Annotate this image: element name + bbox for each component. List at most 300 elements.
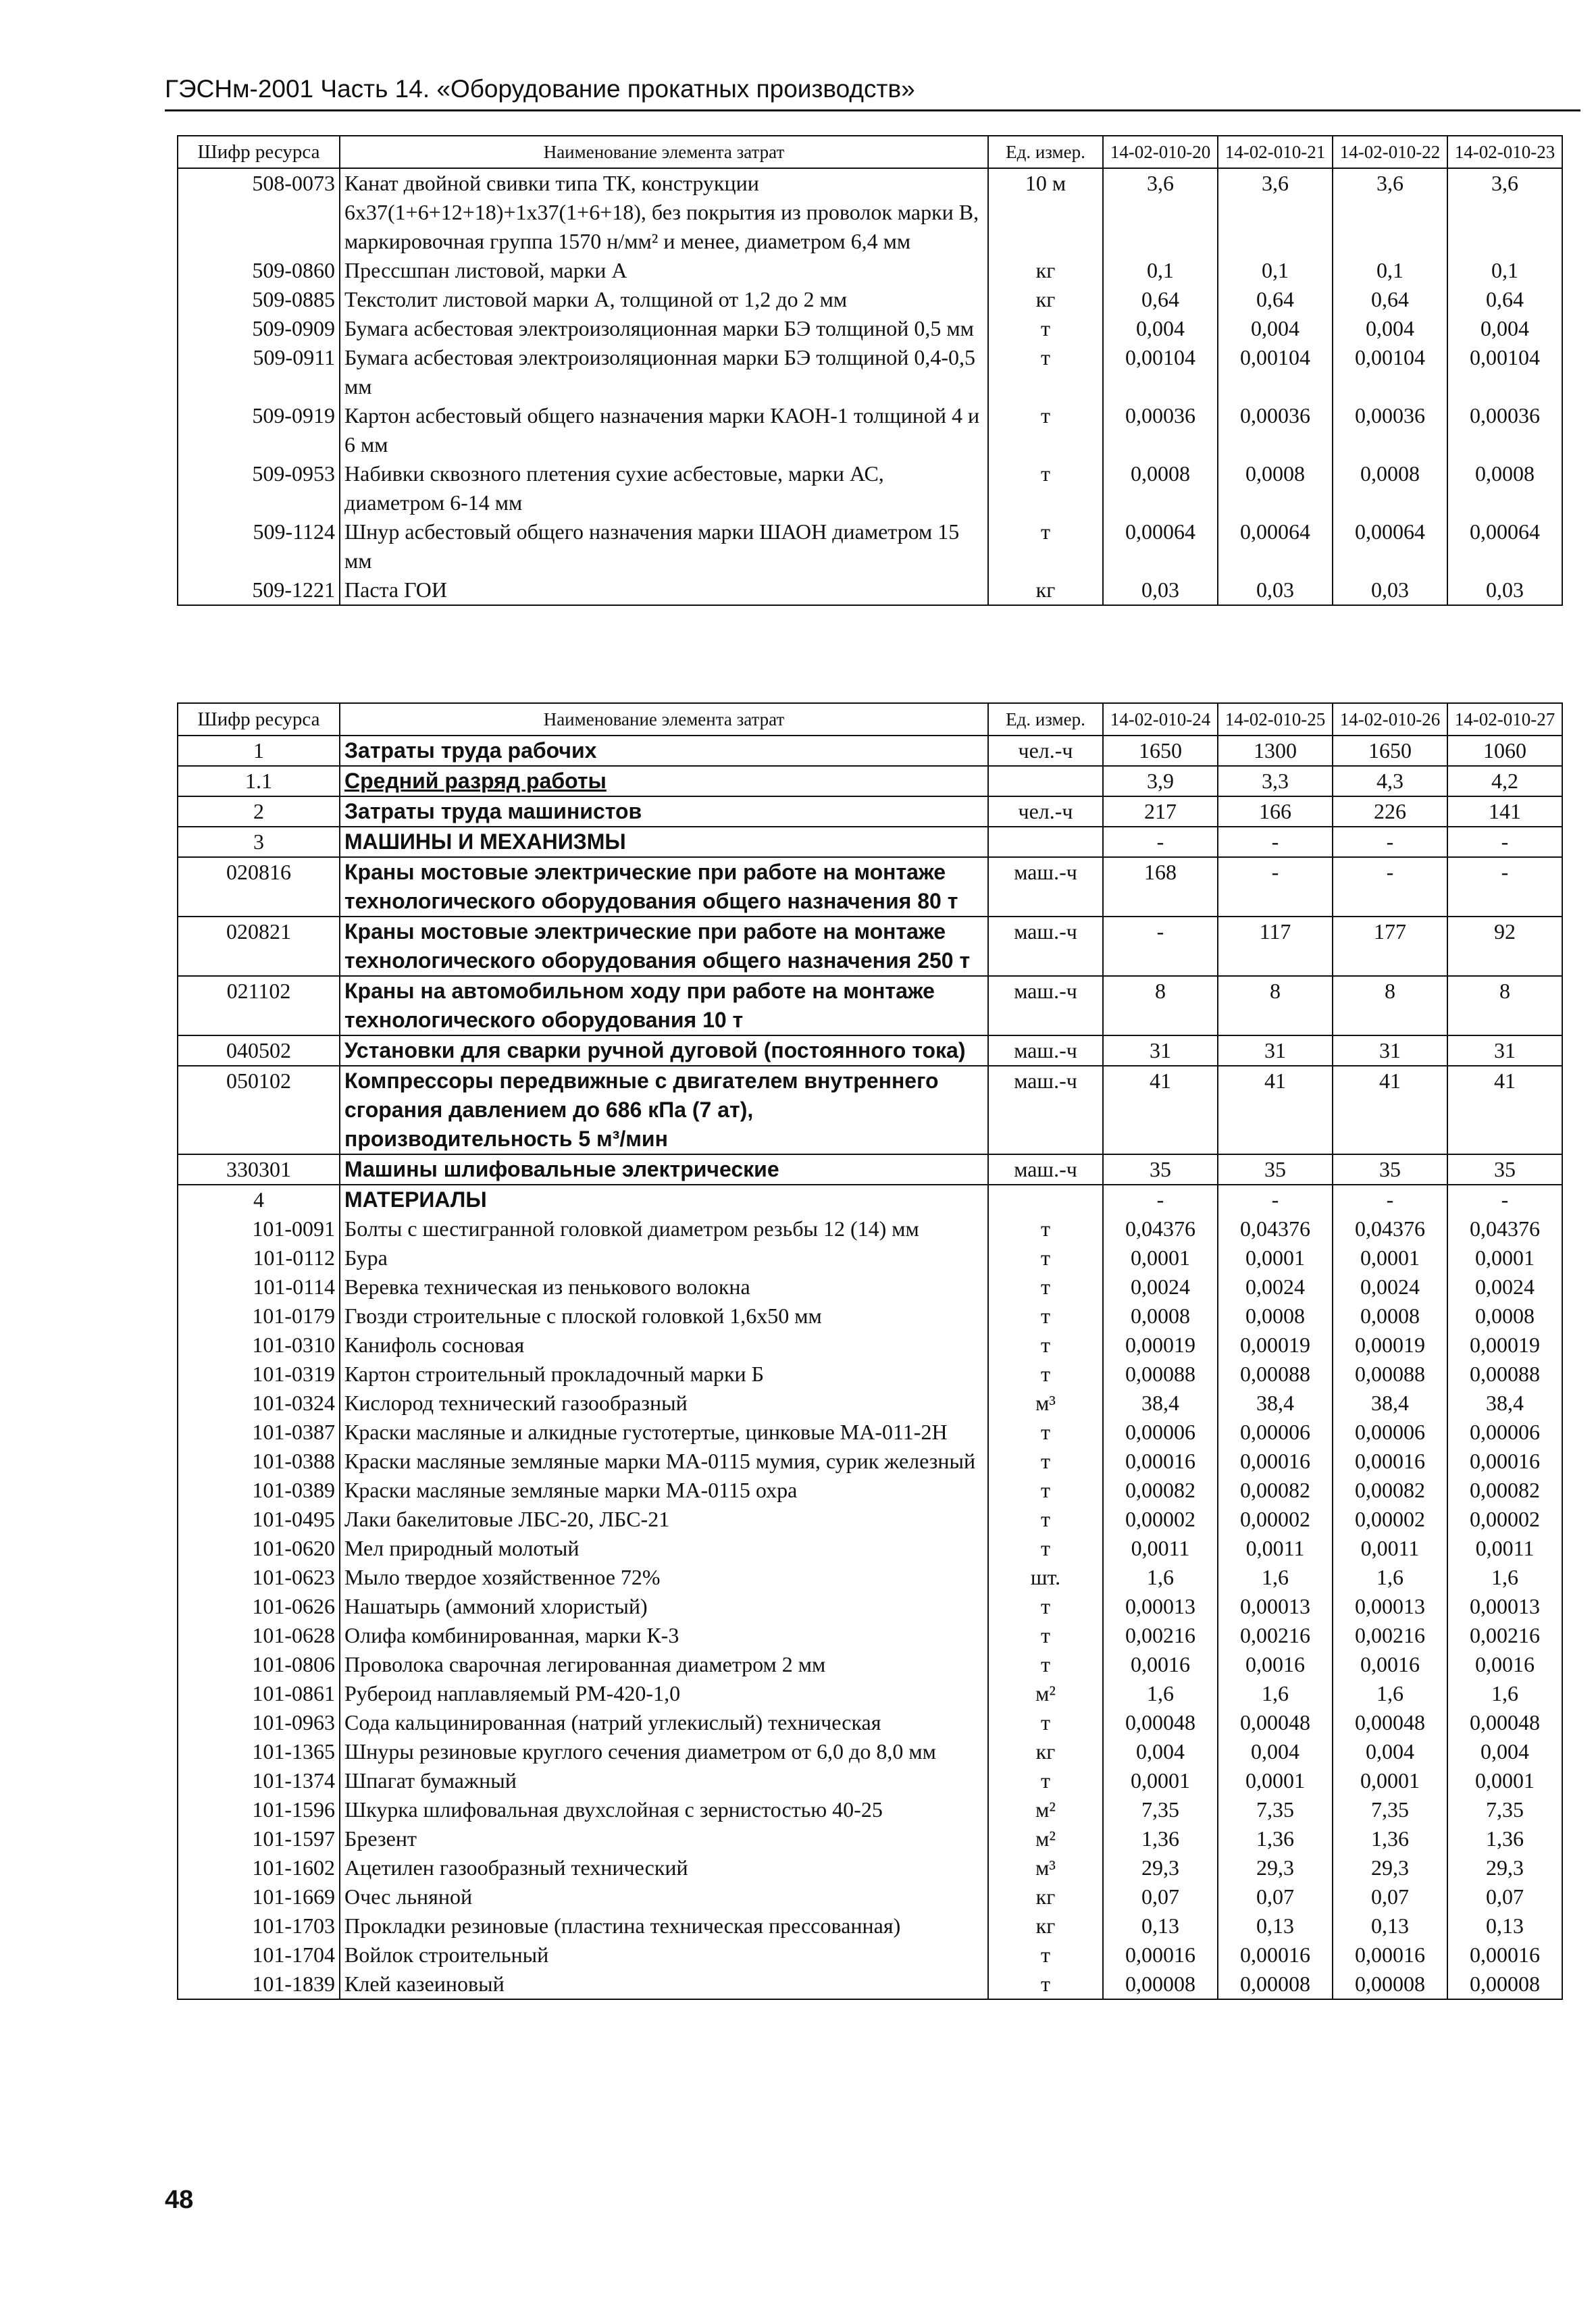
unit-of-measure: т xyxy=(988,1621,1103,1650)
resource-table-2 xyxy=(177,702,1563,2000)
resource-code: 101-0806 xyxy=(178,1650,340,1679)
header-col: 14-02-010-24 xyxy=(1103,703,1218,736)
resource-name: Бура xyxy=(340,1243,988,1272)
unit-of-measure: т xyxy=(988,1418,1103,1447)
resource-value: 1,6 xyxy=(1333,1563,1447,1592)
table-row xyxy=(178,1185,1562,1214)
resource-name: Мел природный молотый xyxy=(340,1534,988,1563)
resource-value: 3,3 xyxy=(1218,766,1333,796)
resource-value: 0,00019 xyxy=(1447,1331,1562,1360)
resource-name: Брезент xyxy=(340,1824,988,1853)
resource-code: 101-0963 xyxy=(178,1708,340,1737)
resource-code: 509-0919 xyxy=(178,401,340,459)
table-row xyxy=(178,1534,1562,1563)
header-name: Наименование элемента затрат xyxy=(340,703,988,736)
resource-value: 3,6 xyxy=(1103,168,1218,256)
resource-value: 0,00013 xyxy=(1218,1592,1333,1621)
resource-value: 0,00082 xyxy=(1103,1476,1218,1505)
resource-table-1 xyxy=(177,135,1563,606)
resource-value: 1,36 xyxy=(1447,1824,1562,1853)
unit-of-measure: чел.-ч xyxy=(988,736,1103,766)
resource-name: Паста ГОИ xyxy=(340,575,988,605)
unit-of-measure: м² xyxy=(988,1795,1103,1824)
resource-code: 101-0388 xyxy=(178,1447,340,1476)
header-col: 14-02-010-21 xyxy=(1218,136,1333,168)
resource-code: 020821 xyxy=(178,917,340,976)
resource-name: Гвозди строительные с плоской головкой 1,6х50 мм xyxy=(340,1302,988,1331)
resource-value: 0,00008 xyxy=(1333,1970,1447,1999)
resource-name: Сода кальцинированная (натрий углекислый) техническая xyxy=(340,1708,988,1737)
resource-value: 0,00088 xyxy=(1447,1360,1562,1389)
resource-name: Набивки сквозного плетения сухие асбестовые, марки АС, диаметром 6-14 мм xyxy=(340,459,988,517)
table-row xyxy=(178,736,1562,766)
unit-of-measure: т xyxy=(988,1650,1103,1679)
resource-value: 166 xyxy=(1218,796,1333,827)
table-row xyxy=(178,1418,1562,1447)
resource-value: 35 xyxy=(1218,1154,1333,1185)
header-code: Шифр ресурса xyxy=(178,703,340,736)
unit-of-measure: т xyxy=(988,1243,1103,1272)
resource-value: 0,04376 xyxy=(1103,1214,1218,1243)
resource-value: 3,9 xyxy=(1103,766,1218,796)
resource-code: 021102 xyxy=(178,976,340,1035)
resource-code: 101-0091 xyxy=(178,1214,340,1243)
resource-code: 101-0387 xyxy=(178,1418,340,1447)
resource-value: 4,3 xyxy=(1333,766,1447,796)
unit-of-measure: кг xyxy=(988,1911,1103,1940)
table-row xyxy=(178,1505,1562,1534)
resource-name: Лаки бакелитовые ЛБС-20, ЛБС-21 xyxy=(340,1505,988,1534)
resource-value: 0,00048 xyxy=(1218,1708,1333,1737)
resource-value: 0,00016 xyxy=(1218,1447,1333,1476)
resource-name: Краски масляные земляные марки МА-0115 охра xyxy=(340,1476,988,1505)
resource-name: Мыло твердое хозяйственное 72% xyxy=(340,1563,988,1592)
resource-code: 509-1221 xyxy=(178,575,340,605)
resource-value: 0,00006 xyxy=(1333,1418,1447,1447)
resource-value: 7,35 xyxy=(1103,1795,1218,1824)
unit-of-measure: кг xyxy=(988,1882,1103,1911)
resource-value: 0,00088 xyxy=(1103,1360,1218,1389)
unit-of-measure: т xyxy=(988,517,1103,575)
resource-value: 0,07 xyxy=(1333,1882,1447,1911)
resource-value: 0,07 xyxy=(1103,1882,1218,1911)
table-row xyxy=(178,1476,1562,1505)
resource-code: 101-1597 xyxy=(178,1824,340,1853)
resource-code: 101-0324 xyxy=(178,1389,340,1418)
resource-code: 509-0953 xyxy=(178,459,340,517)
resource-value: 0,00064 xyxy=(1103,517,1218,575)
resource-code: 101-1602 xyxy=(178,1853,340,1882)
unit-of-measure: шт. xyxy=(988,1563,1103,1592)
resource-value: 0,64 xyxy=(1218,285,1333,314)
resource-value: 0,00064 xyxy=(1218,517,1333,575)
resource-value: 0,00104 xyxy=(1218,343,1333,401)
resource-value: 0,00008 xyxy=(1447,1970,1562,1999)
resource-code: 040502 xyxy=(178,1035,340,1066)
resource-code: 509-0885 xyxy=(178,285,340,314)
unit-of-measure: м² xyxy=(988,1824,1103,1853)
resource-value: 0,00019 xyxy=(1333,1331,1447,1360)
unit-of-measure: т xyxy=(988,1447,1103,1476)
resource-value: 1,36 xyxy=(1218,1824,1333,1853)
resource-value: - xyxy=(1218,827,1333,857)
resource-value: 8 xyxy=(1218,976,1333,1035)
resource-value: 0,004 xyxy=(1333,314,1447,343)
resource-value: 8 xyxy=(1333,976,1447,1035)
resource-value: 0,00002 xyxy=(1447,1505,1562,1534)
resource-value: 0,0008 xyxy=(1447,459,1562,517)
resource-name: Прессшпан листовой, марки А xyxy=(340,256,988,285)
resource-value: 3,6 xyxy=(1218,168,1333,256)
resource-value: 0,0001 xyxy=(1447,1243,1562,1272)
table-row xyxy=(178,1592,1562,1621)
resource-value: 1,6 xyxy=(1218,1679,1333,1708)
resource-value: 0,64 xyxy=(1447,285,1562,314)
resource-value: 0,00016 xyxy=(1333,1447,1447,1476)
resource-name: Веревка техническая из пенькового волокна xyxy=(340,1272,988,1302)
table-row xyxy=(178,976,1562,1035)
resource-value: 0,0001 xyxy=(1103,1243,1218,1272)
resource-value: 0,00104 xyxy=(1447,343,1562,401)
resource-value: 0,00048 xyxy=(1103,1708,1218,1737)
resource-value: - xyxy=(1333,857,1447,917)
table-row xyxy=(178,1940,1562,1970)
resource-value: 0,1 xyxy=(1103,256,1218,285)
resource-value: 0,00048 xyxy=(1333,1708,1447,1737)
resource-code: 509-0860 xyxy=(178,256,340,285)
resource-value: 0,00016 xyxy=(1103,1447,1218,1476)
header-col: 14-02-010-25 xyxy=(1218,703,1333,736)
resource-value: 1650 xyxy=(1103,736,1218,766)
resource-value: - xyxy=(1333,1185,1447,1214)
unit-of-measure: т xyxy=(988,1302,1103,1331)
resource-code: 4 xyxy=(178,1185,340,1214)
resource-value: 29,3 xyxy=(1103,1853,1218,1882)
resource-code: 101-0310 xyxy=(178,1331,340,1360)
resource-value: 0,00082 xyxy=(1333,1476,1447,1505)
resource-value: 0,00216 xyxy=(1447,1621,1562,1650)
unit-of-measure: чел.-ч xyxy=(988,796,1103,827)
resource-value: 0,00088 xyxy=(1218,1360,1333,1389)
resource-name: Установки для сварки ручной дуговой (постоянного тока) xyxy=(340,1035,988,1066)
resource-value: 8 xyxy=(1447,976,1562,1035)
resource-value: 0,00019 xyxy=(1218,1331,1333,1360)
resource-name: Шнуры резиновые круглого сечения диаметром от 6,0 до 8,0 мм xyxy=(340,1737,988,1766)
unit-of-measure: маш.-ч xyxy=(988,1154,1103,1185)
table-row xyxy=(178,1360,1562,1389)
table-row xyxy=(178,1679,1562,1708)
resource-value: 1,6 xyxy=(1447,1563,1562,1592)
resource-value: 0,00002 xyxy=(1218,1505,1333,1534)
resource-code: 330301 xyxy=(178,1154,340,1185)
resource-name: Текстолит листовой марки А, толщиной от 1,2 до 2 мм xyxy=(340,285,988,314)
resource-value: 217 xyxy=(1103,796,1218,827)
table-row xyxy=(178,796,1562,827)
resource-code: 101-0623 xyxy=(178,1563,340,1592)
resource-code: 1.1 xyxy=(178,766,340,796)
resource-name: Нашатырь (аммоний хлористый) xyxy=(340,1592,988,1621)
header-col: 14-02-010-26 xyxy=(1333,703,1447,736)
resource-value: 0,004 xyxy=(1218,1737,1333,1766)
header-col: 14-02-010-20 xyxy=(1103,136,1218,168)
resource-value: 0,00016 xyxy=(1218,1940,1333,1970)
resource-code: 050102 xyxy=(178,1066,340,1154)
resource-value: 31 xyxy=(1218,1035,1333,1066)
resource-name: Рубероид наплавляемый РМ-420-1,0 xyxy=(340,1679,988,1708)
resource-name: Проволока сварочная легированная диаметром 2 мм xyxy=(340,1650,988,1679)
resource-value: 0,04376 xyxy=(1447,1214,1562,1243)
table-body xyxy=(178,736,1562,1999)
table-row xyxy=(178,1447,1562,1476)
resource-value: 3,6 xyxy=(1447,168,1562,256)
resource-value: 0,00006 xyxy=(1103,1418,1218,1447)
header-col: 14-02-010-22 xyxy=(1333,136,1447,168)
table-row xyxy=(178,1853,1562,1882)
resource-value: 35 xyxy=(1447,1154,1562,1185)
resource-value: 0,03 xyxy=(1103,575,1218,605)
resource-code: 101-0389 xyxy=(178,1476,340,1505)
resource-name: Олифа комбинированная, марки К-3 xyxy=(340,1621,988,1650)
resource-name: Канат двойной свивки типа ТК, конструкции 6х37(1+6+12+18)+1х37(1+6+18), без покрытия из проволок марки В, маркировочная группа 1570 н/мм² и менее, диаметром 6,4 мм xyxy=(340,168,988,256)
resource-value: 0,0024 xyxy=(1103,1272,1218,1302)
resource-name: Средний разряд работы xyxy=(340,766,988,796)
resource-value: 0,04376 xyxy=(1218,1214,1333,1243)
resource-value: 0,00216 xyxy=(1218,1621,1333,1650)
table-row xyxy=(178,1214,1562,1243)
resource-value: 0,00019 xyxy=(1103,1331,1218,1360)
resource-value: 0,0008 xyxy=(1333,1302,1447,1331)
table-row xyxy=(178,1243,1562,1272)
unit-of-measure: т xyxy=(988,1940,1103,1970)
resource-value: 0,004 xyxy=(1333,1737,1447,1766)
resource-value: 1650 xyxy=(1333,736,1447,766)
table-row xyxy=(178,459,1562,517)
unit-of-measure: м³ xyxy=(988,1853,1103,1882)
resource-name: Канифоль сосновая xyxy=(340,1331,988,1360)
unit-of-measure: т xyxy=(988,1331,1103,1360)
resource-name: Картон строительный прокладочный марки Б xyxy=(340,1360,988,1389)
resource-value: 0,00002 xyxy=(1333,1505,1447,1534)
resource-value: 0,00002 xyxy=(1103,1505,1218,1534)
resource-value: 0,00082 xyxy=(1218,1476,1333,1505)
resource-value: 7,35 xyxy=(1447,1795,1562,1824)
resource-value: 0,00082 xyxy=(1447,1476,1562,1505)
resource-value: 0,13 xyxy=(1103,1911,1218,1940)
resource-value: 0,0016 xyxy=(1447,1650,1562,1679)
unit-of-measure: м² xyxy=(988,1679,1103,1708)
unit-of-measure: кг xyxy=(988,1737,1103,1766)
table-row xyxy=(178,575,1562,605)
resource-value: 0,0001 xyxy=(1218,1766,1333,1795)
resource-code: 101-1365 xyxy=(178,1737,340,1766)
resource-name: МАШИНЫ И МЕХАНИЗМЫ xyxy=(340,827,988,857)
resource-code: 101-0861 xyxy=(178,1679,340,1708)
resource-value: - xyxy=(1103,827,1218,857)
table-row xyxy=(178,1272,1562,1302)
resource-value: 38,4 xyxy=(1103,1389,1218,1418)
resource-value: 0,13 xyxy=(1447,1911,1562,1940)
resource-value: 0,00064 xyxy=(1447,517,1562,575)
resource-value: 0,00036 xyxy=(1333,401,1447,459)
resource-value: 0,0024 xyxy=(1447,1272,1562,1302)
resource-value: 0,04376 xyxy=(1333,1214,1447,1243)
resource-name: Болты с шестигранной головкой диаметром резьбы 12 (14) мм xyxy=(340,1214,988,1243)
resource-value: 0,00016 xyxy=(1103,1940,1218,1970)
resource-value: 4,2 xyxy=(1447,766,1562,796)
resource-value: - xyxy=(1218,857,1333,917)
resource-name: Прокладки резиновые (пластина техническая прессованная) xyxy=(340,1911,988,1940)
resource-value: 0,0001 xyxy=(1218,1243,1333,1272)
resource-code: 020816 xyxy=(178,857,340,917)
header-name: Наименование элемента затрат xyxy=(340,136,988,168)
resource-value: 1,36 xyxy=(1333,1824,1447,1853)
resource-value: 0,00216 xyxy=(1333,1621,1447,1650)
table-row xyxy=(178,343,1562,401)
resource-value: - xyxy=(1218,1185,1333,1214)
resource-name: Затраты труда машинистов xyxy=(340,796,988,827)
page-header xyxy=(165,73,1580,111)
resource-name: Картон асбестовый общего назначения марки КАОН-1 толщиной 4 и 6 мм xyxy=(340,401,988,459)
unit-of-measure xyxy=(988,1185,1103,1214)
table-row xyxy=(178,1970,1562,1999)
header-unit: Ед. измер. xyxy=(988,136,1103,168)
resource-name: Затраты труда рабочих xyxy=(340,736,988,766)
resource-name: Кислород технический газообразный xyxy=(340,1389,988,1418)
table-header-row xyxy=(178,136,1562,168)
table-row xyxy=(178,766,1562,796)
table-row xyxy=(178,1154,1562,1185)
resource-name: Шкурка шлифовальная двухслойная с зернистостью 40-25 xyxy=(340,1795,988,1824)
table-row xyxy=(178,1824,1562,1853)
unit-of-measure: т xyxy=(988,343,1103,401)
resource-value: 0,00088 xyxy=(1333,1360,1447,1389)
unit-of-measure: т xyxy=(988,314,1103,343)
resource-code: 101-1669 xyxy=(178,1882,340,1911)
unit-of-measure: т xyxy=(988,1476,1103,1505)
resource-value: 0,00064 xyxy=(1333,517,1447,575)
resource-value: 0,0011 xyxy=(1333,1534,1447,1563)
resource-code: 101-1839 xyxy=(178,1970,340,1999)
resource-value: 0,64 xyxy=(1103,285,1218,314)
resource-value: 0,07 xyxy=(1218,1882,1333,1911)
resource-value: - xyxy=(1447,827,1562,857)
table-row xyxy=(178,168,1562,256)
resource-value: 0,00036 xyxy=(1218,401,1333,459)
resource-value: 0,1 xyxy=(1333,256,1447,285)
unit-of-measure: т xyxy=(988,1505,1103,1534)
resource-value: 31 xyxy=(1447,1035,1562,1066)
table-row xyxy=(178,1795,1562,1824)
table-row xyxy=(178,1331,1562,1360)
resource-value: 1,6 xyxy=(1333,1679,1447,1708)
table-row xyxy=(178,857,1562,917)
resource-value: 0,0024 xyxy=(1218,1272,1333,1302)
resource-name: Шпагат бумажный xyxy=(340,1766,988,1795)
table-row xyxy=(178,1911,1562,1940)
resource-value: - xyxy=(1333,827,1447,857)
unit-of-measure: маш.-ч xyxy=(988,1066,1103,1154)
resource-value: 7,35 xyxy=(1218,1795,1333,1824)
resource-value: 0,00104 xyxy=(1333,343,1447,401)
resource-value: 0,00016 xyxy=(1447,1940,1562,1970)
unit-of-measure: маш.-ч xyxy=(988,1035,1103,1066)
resource-code: 101-0628 xyxy=(178,1621,340,1650)
resource-value: 35 xyxy=(1103,1154,1218,1185)
resource-name: МАТЕРИАЛЫ xyxy=(340,1185,988,1214)
resource-value: 0,00048 xyxy=(1447,1708,1562,1737)
resource-value: 0,004 xyxy=(1447,1737,1562,1766)
resource-value: 92 xyxy=(1447,917,1562,976)
resource-value: 0,0011 xyxy=(1447,1534,1562,1563)
page-header-title: ГЭСНм-2001 Часть 14. «Оборудование прокатных производств» xyxy=(165,75,915,103)
unit-of-measure: маш.-ч xyxy=(988,976,1103,1035)
resource-value: 3,6 xyxy=(1333,168,1447,256)
resource-code: 101-1703 xyxy=(178,1911,340,1940)
resource-value: 0,00006 xyxy=(1447,1418,1562,1447)
table-row xyxy=(178,401,1562,459)
unit-of-measure: 10 м xyxy=(988,168,1103,256)
resource-value: 0,1 xyxy=(1218,256,1333,285)
unit-of-measure: т xyxy=(988,1272,1103,1302)
resource-name: Войлок строительный xyxy=(340,1940,988,1970)
resource-value: 29,3 xyxy=(1333,1853,1447,1882)
resource-value: 41 xyxy=(1218,1066,1333,1154)
resource-value: 226 xyxy=(1333,796,1447,827)
resource-value: 117 xyxy=(1218,917,1333,976)
resource-value: 0,0008 xyxy=(1218,1302,1333,1331)
table-body xyxy=(178,168,1562,605)
table-row xyxy=(178,517,1562,575)
header-unit: Ед. измер. xyxy=(988,703,1103,736)
unit-of-measure: кг xyxy=(988,575,1103,605)
resource-code: 508-0073 xyxy=(178,168,340,256)
resource-code: 3 xyxy=(178,827,340,857)
resource-value: 1,6 xyxy=(1103,1679,1218,1708)
resource-value: 7,35 xyxy=(1333,1795,1447,1824)
resource-code: 101-0114 xyxy=(178,1272,340,1302)
resource-name: Машины шлифовальные электрические xyxy=(340,1154,988,1185)
resource-value: 168 xyxy=(1103,857,1218,917)
resource-value: 1,36 xyxy=(1103,1824,1218,1853)
resource-code: 101-1596 xyxy=(178,1795,340,1824)
unit-of-measure: м³ xyxy=(988,1389,1103,1418)
resource-name: Шнур асбестовый общего назначения марки ШАОН диаметром 15 мм xyxy=(340,517,988,575)
unit-of-measure: т xyxy=(988,1360,1103,1389)
resource-value: 41 xyxy=(1333,1066,1447,1154)
resource-value: 1,6 xyxy=(1447,1679,1562,1708)
resource-value: 0,0011 xyxy=(1103,1534,1218,1563)
resource-value: 0,03 xyxy=(1218,575,1333,605)
resource-value: 0,13 xyxy=(1333,1911,1447,1940)
resource-value: 0,00036 xyxy=(1103,401,1218,459)
resource-value: 0,13 xyxy=(1218,1911,1333,1940)
resource-value: 31 xyxy=(1333,1035,1447,1066)
table-row xyxy=(178,1035,1562,1066)
unit-of-measure: т xyxy=(988,1592,1103,1621)
resource-value: 0,64 xyxy=(1333,285,1447,314)
resource-code: 1 xyxy=(178,736,340,766)
unit-of-measure: маш.-ч xyxy=(988,857,1103,917)
resource-value: 0,0008 xyxy=(1218,459,1333,517)
unit-of-measure: т xyxy=(988,401,1103,459)
table-row xyxy=(178,1708,1562,1737)
table-row xyxy=(178,827,1562,857)
resource-value: 0,004 xyxy=(1103,1737,1218,1766)
resource-value: 0,00008 xyxy=(1103,1970,1218,1999)
resource-value: 0,0008 xyxy=(1447,1302,1562,1331)
table-row xyxy=(178,1389,1562,1418)
resource-value: 41 xyxy=(1103,1066,1218,1154)
